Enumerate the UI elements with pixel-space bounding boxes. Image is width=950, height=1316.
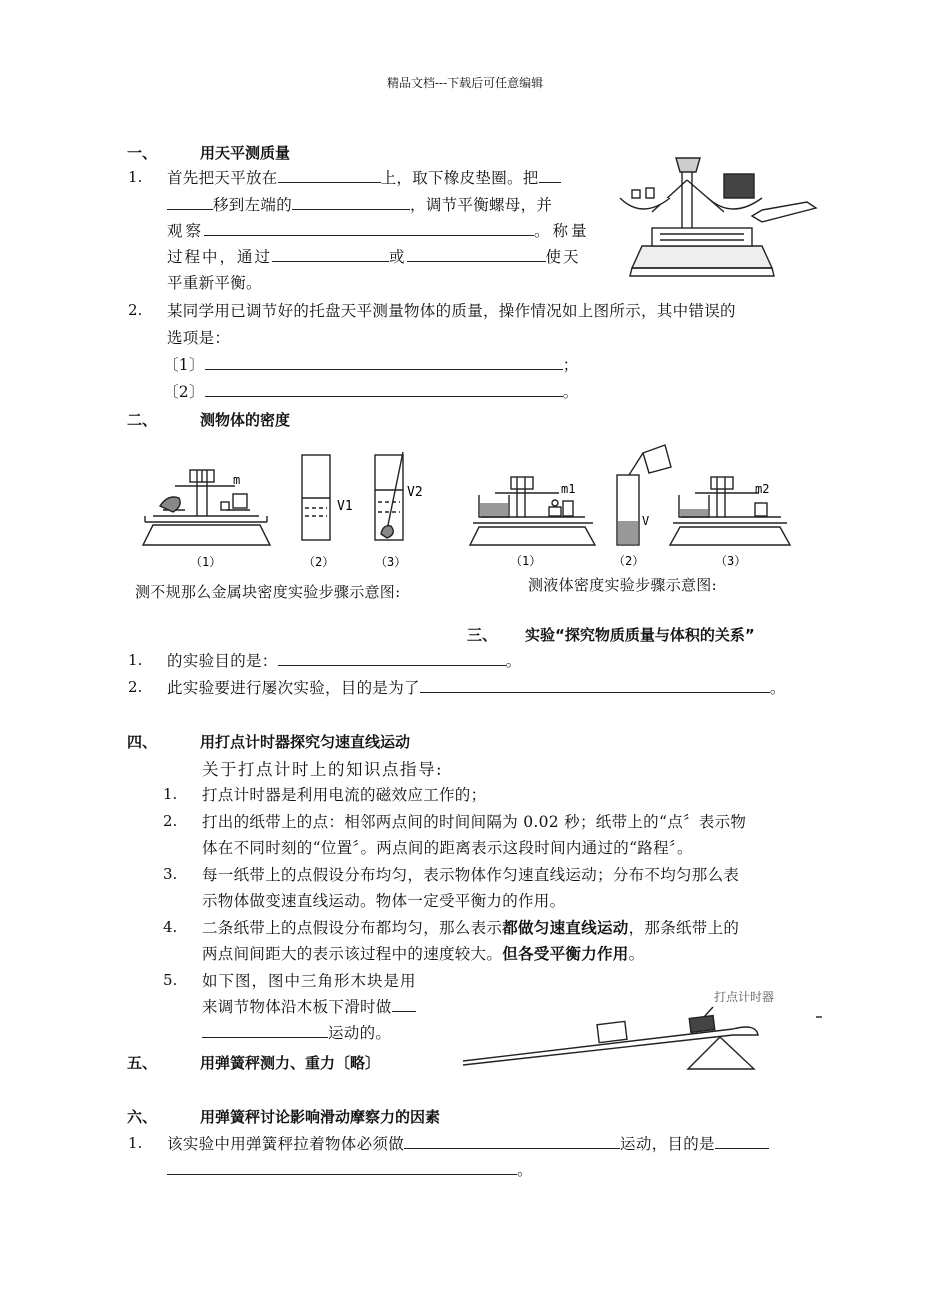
- solid-caption: 测不规那么金属块密度实验步骤示意图:: [135, 583, 401, 601]
- blank[interactable]: [205, 355, 563, 370]
- section-2-title: 测物体的密度: [200, 411, 291, 429]
- s4-item-4-number: 4.: [163, 918, 178, 936]
- q2-line-2: 选项是：: [167, 329, 231, 347]
- blank[interactable]: [204, 221, 534, 236]
- blank[interactable]: [205, 382, 563, 397]
- blank[interactable]: [392, 997, 416, 1012]
- label-m: m: [233, 473, 241, 487]
- blank[interactable]: [278, 168, 381, 183]
- s4-item-5-line-2: 来调节物体沿木板下滑时做: [202, 995, 416, 1017]
- timer-label: 打点计时器: [714, 990, 775, 1004]
- liquid-density-figure: [465, 445, 785, 573]
- q1-line-3: 观察 。称量: [167, 222, 590, 240]
- section-4-title: 用打点计时器探究匀速直线运动: [200, 733, 411, 751]
- section-6-title: 用弹簧秤讨论影响滑动摩察力的因素: [200, 1108, 441, 1126]
- s4-item-1-text: 打点计时器是利用电流的磁效应工作的；: [202, 786, 487, 804]
- liquid-step-2: （2）: [613, 554, 645, 568]
- s4-item-2-line-1: 打出的纸带上的点：相邻两点间的时间间隔为 0.02 秒；纸带上的“点〞表示物: [202, 813, 747, 831]
- s3-q1-line: 的实验目的是： 。: [167, 652, 522, 670]
- q1-line-5: 平重新平衡。: [167, 274, 262, 292]
- s3-q2-number: 2.: [128, 678, 143, 696]
- s6-q1-line-2: 。: [167, 1158, 533, 1180]
- s6-q1-number: 1.: [128, 1134, 143, 1152]
- blank[interactable]: [407, 247, 546, 262]
- blank[interactable]: [167, 1160, 517, 1175]
- section-4-number: 四、: [127, 733, 158, 751]
- s4-item-3-line-1: 每一纸带上的点假设分布均匀，表示物体作匀速直线运动；分布不均匀那么表: [202, 866, 740, 884]
- q1-line-4: 过程中，通过 或 使天: [167, 248, 581, 266]
- s4-item-2-number: 2.: [163, 812, 178, 830]
- q2-option-1: 〔1〕 ；: [163, 356, 579, 374]
- s4-item-5-line-1: 如下图，图中三角形木块是用: [202, 972, 417, 990]
- s3-q2-line: 此实验要进行屡次实验，目的是为了 。: [167, 679, 786, 697]
- blank[interactable]: [420, 678, 770, 693]
- s3-q1-number: 1.: [128, 651, 143, 669]
- s4-item-3-line-2: 示物体做变速直线运动。物体一定受平衡力的作用。: [202, 892, 566, 910]
- solid-step-3: （3）: [375, 555, 407, 569]
- section-5-number: 五、: [127, 1054, 158, 1072]
- label-m1: m1: [561, 482, 576, 496]
- q1-line-2: 移到左端的 ，调节平衡螺母，并: [167, 193, 552, 215]
- s4-item-2-line-2: 体在不同时刻的“位置〞。两点间的距离表示这段时间内通过的“路程〞。: [202, 839, 693, 857]
- s4-item-5-number: 5.: [163, 971, 178, 989]
- s4-item-4-line-2: 两点间间距大的表示该过程中的速度较大。但各受平衡力作用。: [202, 945, 645, 963]
- q2-option-2: 〔2〕 。: [163, 383, 579, 401]
- section-2-number: 二、: [127, 411, 158, 429]
- q1-number: 1.: [128, 168, 143, 186]
- label-v2: V2: [407, 485, 423, 500]
- s4-item-5-line-3: 运动的。: [202, 1021, 391, 1043]
- blank[interactable]: [272, 247, 389, 262]
- q2-number: 2.: [128, 301, 143, 319]
- s4-item-4-line-1: 二条纸带上的点假设分布都均匀，那么表示都做匀速直线运动，那条纸带上的: [202, 919, 740, 937]
- blank[interactable]: [404, 1134, 620, 1149]
- section-1-number: 一、: [127, 144, 158, 162]
- q2-line-1: 某同学用已调节好的托盘天平测量物体的质量，操作情况如上图所示，其中错误的: [167, 302, 736, 320]
- solid-density-figure: [135, 450, 455, 575]
- section-5-title: 用弹簧秤测力、重力〔略〕: [200, 1054, 381, 1072]
- label-m2: m2: [755, 482, 770, 496]
- section-1-title: 用天平测质量: [200, 144, 291, 162]
- liquid-step-1: （1）: [510, 554, 542, 568]
- blank[interactable]: [278, 651, 506, 666]
- balance-hand-illustration: [612, 150, 824, 280]
- q1-line-1: 首先把天平放在 上，取下橡皮垫圈。把: [167, 166, 561, 188]
- liquid-caption: 测液体密度实验步骤示意图:: [528, 576, 717, 594]
- solid-step-2: （2）: [303, 555, 335, 569]
- blank[interactable]: [539, 168, 561, 183]
- blank[interactable]: [167, 195, 213, 210]
- solid-step-1: （1）: [190, 555, 222, 569]
- page-header: 精品文档---下载后可任意编辑: [387, 76, 544, 90]
- s4-item-1-number: 1.: [163, 785, 178, 803]
- label-v: V: [642, 514, 650, 528]
- s6-q1-line-1: 该实验中用弹簧秤拉着物体必须做 运动，目的是: [167, 1132, 769, 1154]
- blank[interactable]: [292, 195, 410, 210]
- section-6-number: 六、: [127, 1108, 158, 1126]
- s4-item-3-number: 3.: [163, 865, 178, 883]
- section-3-title: 实验“探究物质质量与体积的关系”: [525, 626, 755, 644]
- label-v1: V1: [337, 499, 353, 514]
- s4-intro: 关于打点计时上的知识点指导:: [202, 760, 444, 779]
- section-3-number: 三、: [467, 626, 498, 644]
- incline-timer-illustration: [458, 985, 828, 1070]
- blank[interactable]: [715, 1134, 769, 1149]
- liquid-step-3: （3）: [715, 554, 747, 568]
- blank[interactable]: [202, 1023, 328, 1038]
